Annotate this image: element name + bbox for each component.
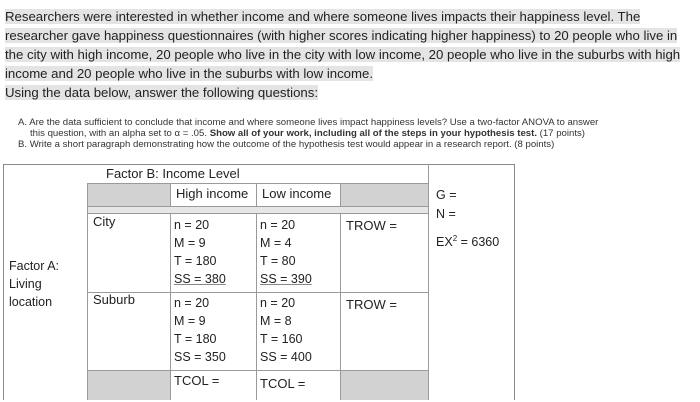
row-label-city: City: [93, 214, 116, 229]
instruction-a-bold: Show all of your work, including all of the steps in your hypothesis test.: [209, 128, 537, 139]
ex2-label: $EX^2 = 6360$: [436, 234, 500, 250]
instruction-b: B. Write a short paragraph demonstrating how the outcome of the hypothesis test would appear in a research report. (8 points): [18, 139, 555, 150]
trow-city: TROW =: [346, 218, 397, 233]
instruction-a-alpha: this question, with an alpha set to α = .05.: [30, 128, 208, 139]
col-header-low-income: Low income: [262, 186, 332, 201]
cell-suburb-low: n = 20 M = 8 T = 160 SS = 400: [260, 296, 312, 364]
cell-city-low: n = 20 M = 4 T = 80 SS = 390: [260, 218, 312, 286]
factor-b-label: Factor B: Income Level: [106, 166, 240, 181]
factor-a-label: Factor A: Living location: [9, 259, 60, 309]
intro-paragraph: Researchers were interested in whether income and where someone lives impacts their happiness level. The researcher gave happiness questionnaires (with higher scores indicating higher happiness) to 20 people who live in the city with high income, 20 people who live in the city with low income, 20 people who live in the suburbs with high income and 20 people who live in the suburbs with low income.: [5, 9, 681, 81]
intro-question: Using the data below, answer the following questions:: [5, 85, 319, 100]
tcol-high: TCOL =: [174, 373, 220, 388]
n-label: N =: [436, 207, 456, 221]
instruction-a-points: (17 points): [539, 128, 585, 139]
col-header-high-income: High income: [176, 186, 249, 201]
instruction-a-line2: [18, 128, 688, 139]
cell-suburb-high: n = 20 M = 9 T = 180 SS = 350: [174, 296, 226, 364]
intro-text-block: [5, 7, 693, 102]
trow-suburb: TROW =: [346, 297, 397, 312]
cell-city-high: n = 20 M = 9 T = 180 SS = 380: [174, 218, 226, 286]
tcol-low: TCOL =: [260, 376, 306, 391]
g-label: G =: [436, 188, 457, 202]
instructions-block: [18, 117, 688, 150]
row-label-suburb: Suburb: [93, 292, 135, 307]
instruction-a-line1: A. Are the data sufficient to conclude that income and where someone lives impact happiness levels? Use a two-factor ANOVA to answer: [18, 117, 599, 128]
